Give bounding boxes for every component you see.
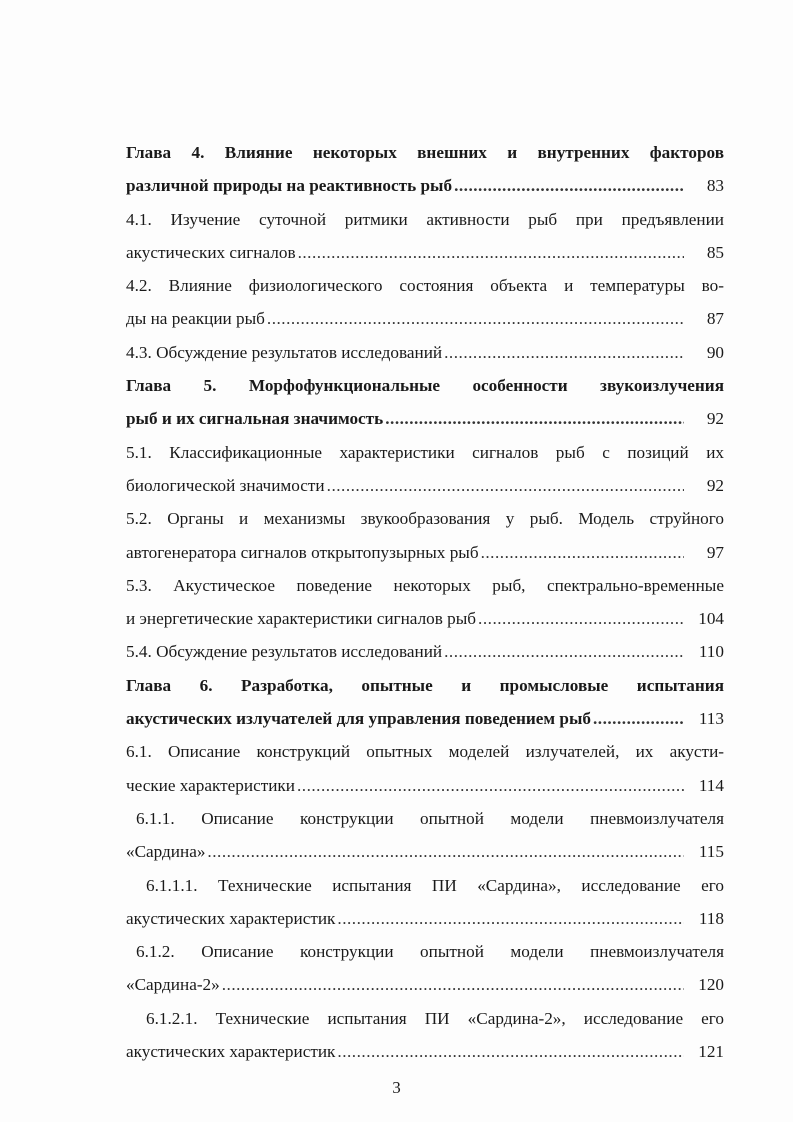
dot-leader — [207, 835, 684, 868]
toc-entry-title: «Сардина-2» — [126, 975, 220, 995]
toc-entry-line: 4.1. Изучение суточной ритмики активности рыб при предъявлении — [126, 209, 724, 229]
toc-entry — [126, 635, 724, 668]
toc-entry-last-line — [126, 402, 724, 435]
toc-entry-last-line — [126, 469, 724, 502]
toc-entry-last-line — [126, 769, 724, 802]
dot-leader — [337, 1035, 684, 1068]
toc-entry — [126, 436, 724, 503]
dot-leader — [385, 402, 684, 435]
toc-entry — [126, 569, 724, 636]
toc-entry-title: ды на реакции рыб — [126, 309, 265, 329]
toc-entry-line: 5.2. Органы и механизмы звукообразования у рыб. Модель струйного — [126, 509, 724, 529]
toc-entry-last-line — [126, 602, 724, 635]
toc-entry-last-line — [126, 835, 724, 868]
toc-entry — [126, 502, 724, 569]
dot-leader — [454, 169, 684, 202]
toc-page-number: 92 — [706, 475, 724, 495]
toc-page-number: 92 — [706, 409, 724, 429]
toc-page-number: 120 — [698, 975, 724, 995]
dot-leader — [481, 536, 684, 569]
toc-entry-line: 6.1.2.1. Технические испытания ПИ «Сардина-2», исследование его — [146, 1008, 724, 1028]
dot-leader — [298, 236, 684, 269]
dot-leader — [267, 302, 684, 335]
toc-entry-line: Глава 5. Морфофункциональные особенности звукоизлучения — [126, 376, 724, 396]
toc-entry-title: 4.3. Обсуждение результатов исследований — [126, 342, 443, 362]
dot-leader — [297, 769, 684, 802]
toc-entry-title: «Сардина» — [126, 842, 206, 862]
toc-entry-last-line — [126, 302, 724, 335]
dot-leader — [478, 602, 684, 635]
toc-entry-last-line — [126, 1035, 724, 1068]
toc-entry-title: акустических сигналов — [126, 242, 296, 262]
toc-entry-title: биологической значимости — [126, 475, 325, 495]
toc-entry — [126, 203, 724, 270]
toc-page-number: 83 — [706, 176, 724, 196]
table-of-contents — [126, 136, 724, 1068]
toc-entry-title: автогенератора сигналов открытопузырных рыб — [126, 542, 479, 562]
toc-page-number: 104 — [698, 609, 724, 629]
toc-entry-line: 6.1.1.1. Технические испытания ПИ «Сардина», исследование его — [146, 875, 724, 895]
toc-entry-last-line — [126, 968, 724, 1001]
toc-entry — [126, 669, 724, 736]
toc-entry-line: 6.1.1. Описание конструкции опытной модели пневмоизлучателя — [136, 808, 724, 828]
toc-page-number: 87 — [706, 309, 724, 329]
toc-entry-line: 5.3. Акустическое поведение некоторых рыб, спектрально-временные — [126, 575, 724, 595]
toc-page-number: 121 — [698, 1042, 724, 1062]
toc-entry-title: различной природы на реактивность рыб — [126, 176, 453, 196]
toc-entry-last-line — [126, 336, 724, 369]
toc-entry-title: рыб и их сигнальная значимость — [126, 409, 384, 429]
toc-entry-line: Глава 6. Разработка, опытные и промысловые испытания — [126, 675, 724, 695]
toc-page-number: 118 — [698, 908, 724, 928]
toc-entry — [126, 735, 724, 802]
toc-entry-last-line — [126, 169, 724, 202]
toc-entry-last-line — [126, 902, 724, 935]
toc-entry — [126, 1002, 724, 1069]
toc-entry — [126, 269, 724, 336]
toc-entry-line: Глава 4. Влияние некоторых внешних и внутренних факторов — [126, 143, 724, 162]
dot-leader — [444, 635, 684, 668]
toc-entry-last-line — [126, 236, 724, 269]
toc-entry-title: 5.4. Обсуждение результатов исследований — [126, 642, 443, 662]
toc-entry-line: 6.1.2. Описание конструкции опытной модели пневмоизлучателя — [136, 942, 724, 962]
toc-page-number: 110 — [698, 642, 724, 662]
toc-entry-line: 5.1. Классификационные характеристики сигналов рыб с позиций их — [126, 442, 724, 462]
toc-entry-title: акустических характеристик — [126, 908, 336, 928]
dot-leader — [222, 968, 684, 1001]
toc-page-number: 113 — [698, 709, 724, 729]
dot-leader — [593, 702, 684, 735]
toc-entry-title: акустических излучателей для управления поведением рыб — [126, 709, 591, 729]
toc-page-number: 114 — [698, 775, 724, 795]
dot-leader — [327, 469, 684, 502]
page-number: 3 — [392, 1078, 401, 1097]
toc-entry-title: ческие характеристики — [126, 775, 295, 795]
toc-entry-last-line — [126, 536, 724, 569]
toc-entry — [126, 802, 724, 869]
toc-page-number: 90 — [706, 342, 724, 362]
toc-entry — [126, 369, 724, 436]
toc-entry — [126, 869, 724, 936]
toc-page-number: 85 — [706, 242, 724, 262]
toc-entry — [126, 935, 724, 1002]
toc-entry-line: 4.2. Влияние физиологического состояния объекта и температуры во- — [126, 276, 724, 296]
toc-entry-last-line — [126, 702, 724, 735]
toc-page-number: 115 — [698, 842, 724, 862]
toc-entry-title: и энергетические характеристики сигналов рыб — [126, 609, 477, 629]
dot-leader — [444, 336, 684, 369]
toc-entry — [126, 136, 724, 203]
toc-entry-title: акустических характеристик — [126, 1042, 336, 1062]
toc-entry-last-line — [126, 635, 724, 668]
toc-entry-line: 6.1. Описание конструкций опытных моделей излучателей, их акусти- — [126, 742, 724, 762]
toc-entry — [126, 336, 724, 369]
toc-page-number: 97 — [706, 542, 724, 562]
dot-leader — [337, 902, 684, 935]
